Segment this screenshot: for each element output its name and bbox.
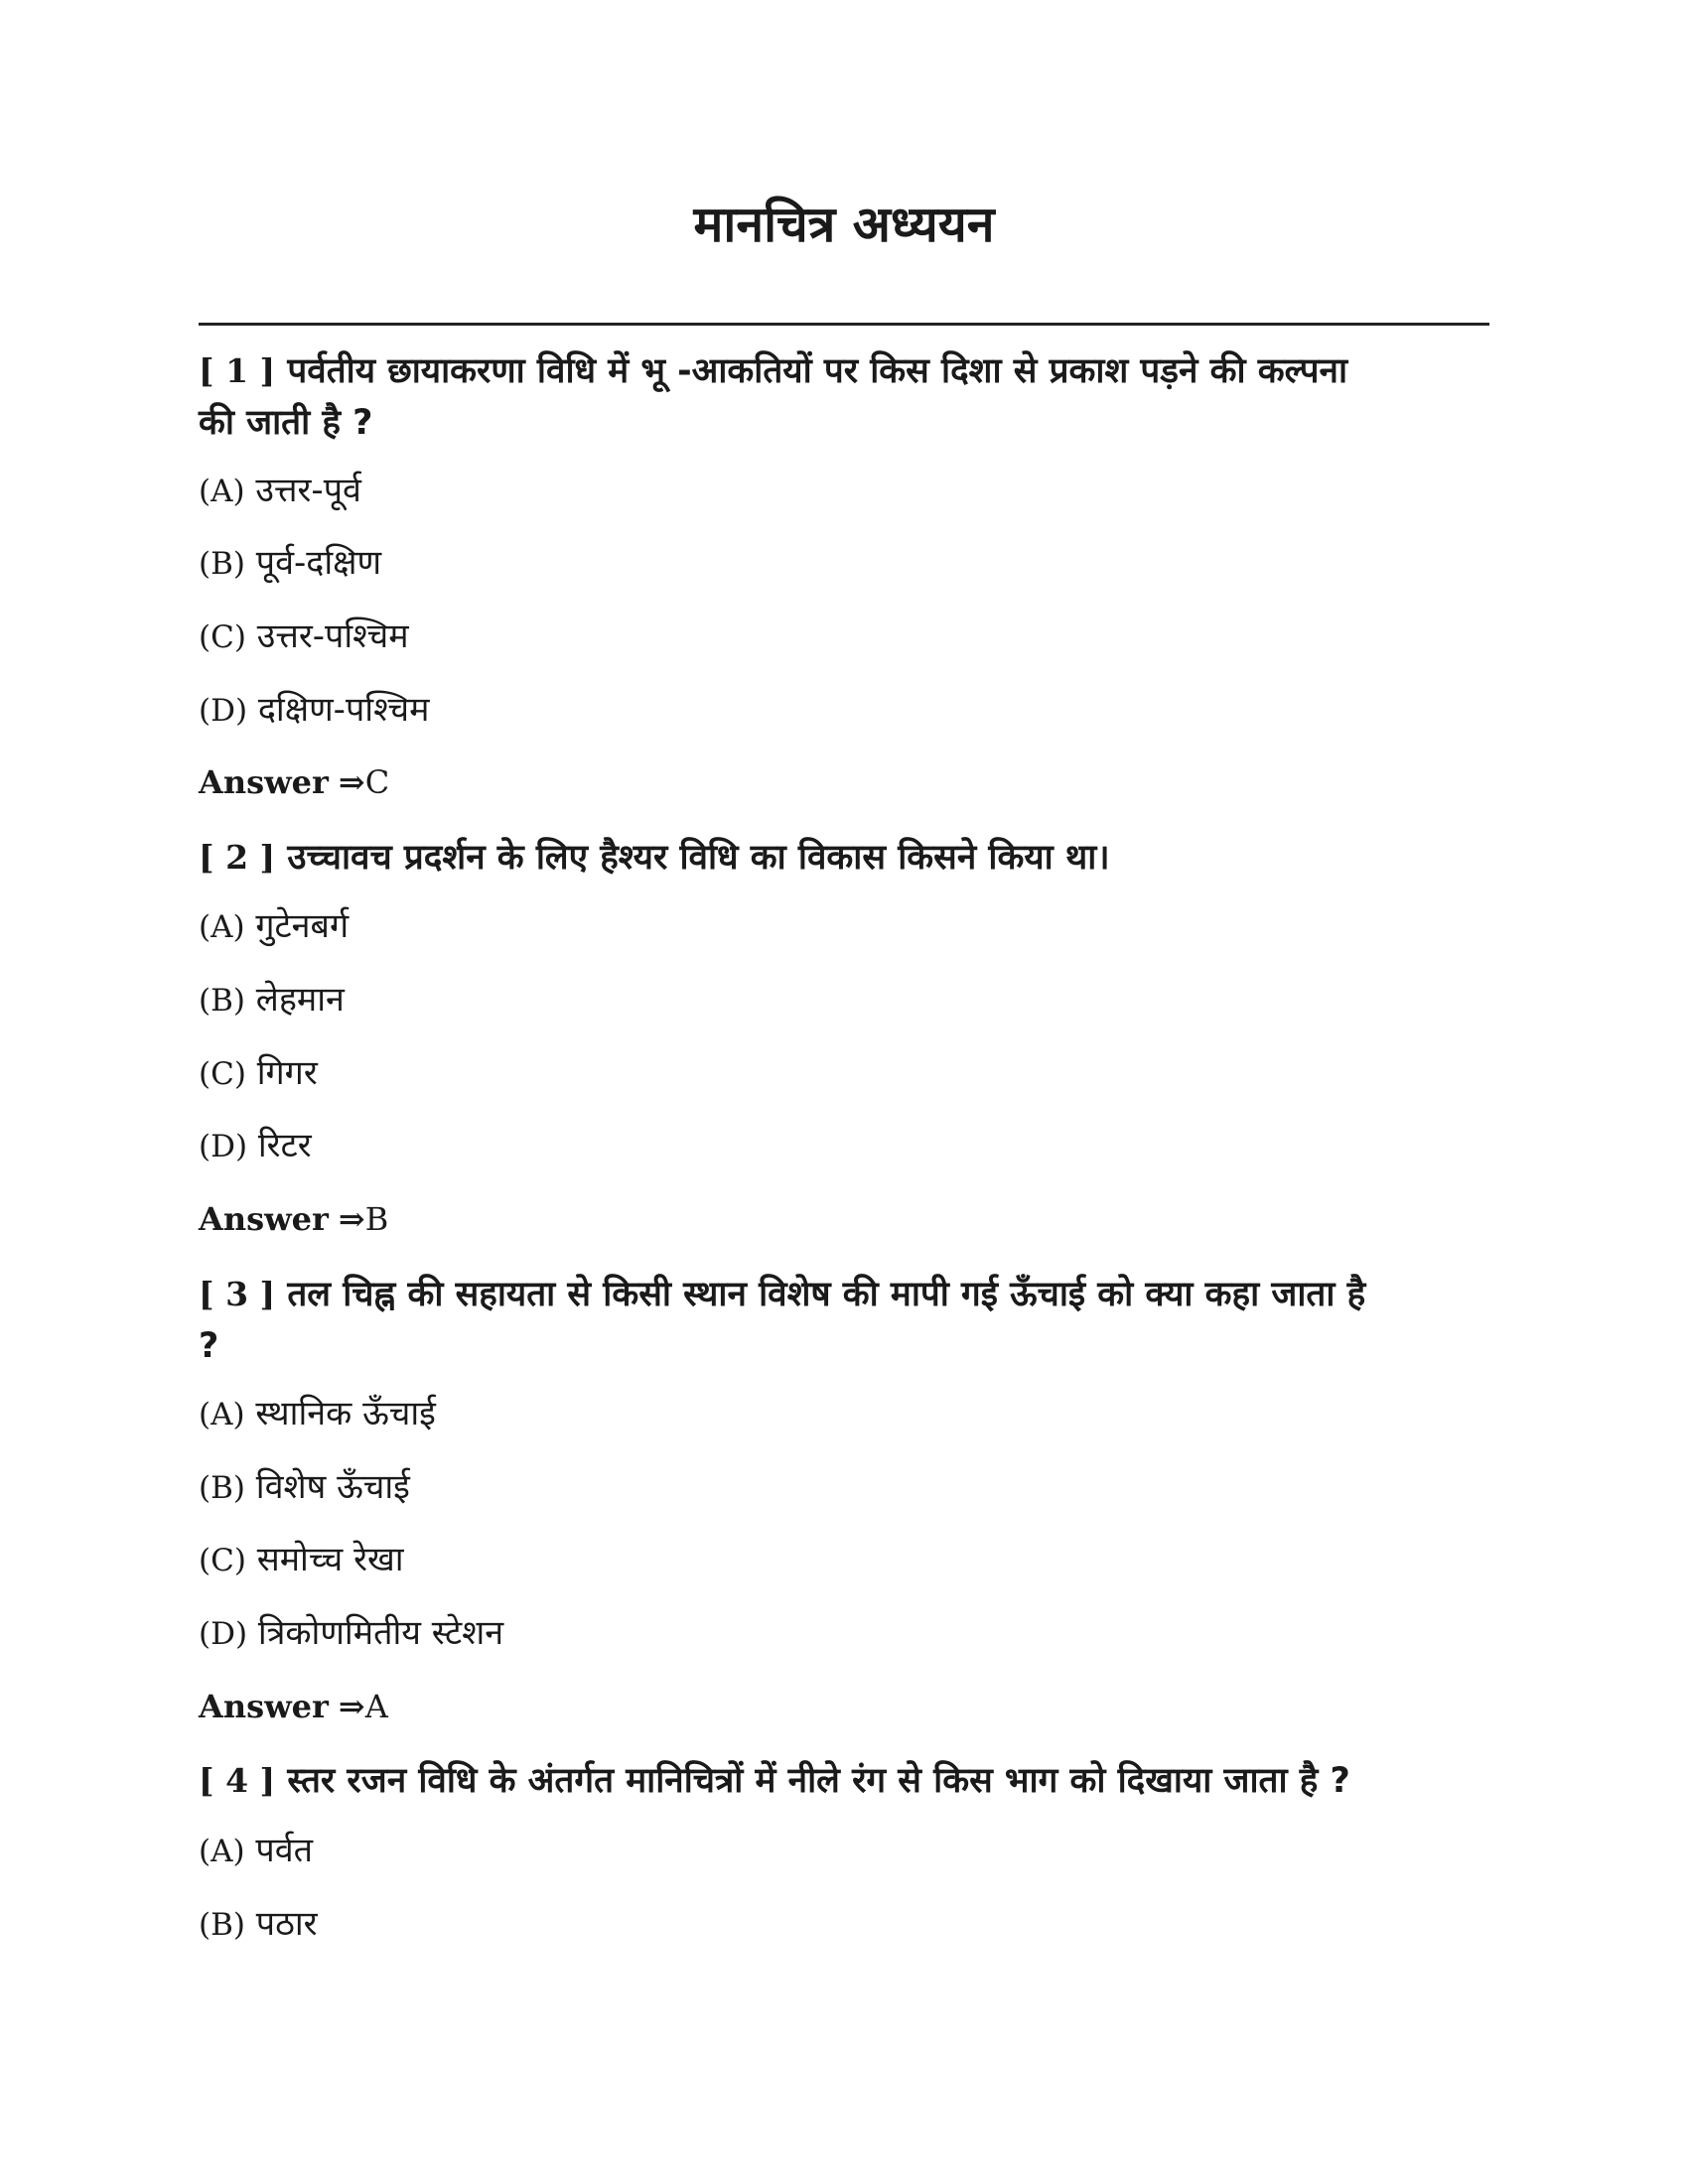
- option-a: [199, 1827, 313, 1875]
- question-3: [199, 1269, 1489, 1372]
- answer-value: C: [364, 763, 390, 801]
- option-text: रिटर: [257, 1126, 312, 1165]
- option-text: पर्वत: [255, 1831, 313, 1870]
- answer-arrow-icon: ⇒: [338, 763, 365, 801]
- option-text: लेहमान: [255, 980, 345, 1020]
- option-text: त्रिकोणमितीय स्टेशन: [257, 1613, 504, 1653]
- option-text: पूर्व-दक्षिण: [255, 543, 382, 583]
- option-text: विशेष ऊँचाई: [255, 1467, 410, 1507]
- option-label: (A): [199, 1834, 245, 1869]
- option-text: पठार: [255, 1904, 318, 1944]
- option-c: [199, 1049, 318, 1098]
- question-number: [ 3 ]: [199, 1275, 276, 1313]
- option-d: [199, 1609, 503, 1658]
- question-text-line2: की जाती है ?: [199, 403, 373, 443]
- answer-label: Answer: [199, 763, 329, 801]
- question-text-line1: तल चिह्न की सहायता से किसी स्थान विशेष की मापी गई ऊँचाई को क्या कहा जाता है: [287, 1275, 1366, 1314]
- option-text: गुटेनबर्ग: [255, 906, 350, 946]
- option-label: (C): [199, 1543, 246, 1578]
- question-text-line1: पर्वतीय छायाकरणा विधि में भू -आकतियों पर किस दिशा से प्रकाश पड़ने की कल्पना: [287, 351, 1348, 391]
- answer-arrow-icon: ⇒: [338, 1688, 365, 1725]
- option-b: [199, 1463, 410, 1512]
- answer-label: Answer: [199, 1688, 329, 1725]
- option-text: गिगर: [256, 1053, 318, 1093]
- option-b: [199, 1900, 318, 1949]
- option-label: (B): [199, 1470, 245, 1506]
- option-d: [199, 686, 429, 735]
- question-2: [199, 832, 1489, 884]
- question-number: [ 4 ]: [199, 1761, 276, 1800]
- question-text-line1: उच्चावच प्रदर्शन के लिए हैश्यर विधि का विकास किसने किया था।: [287, 838, 1110, 878]
- option-text: समोच्च रेखा: [256, 1540, 404, 1579]
- question-text-line2: ?: [199, 1326, 219, 1366]
- answer-line: [199, 1195, 388, 1243]
- answer-value: A: [364, 1688, 388, 1725]
- page-title: मानचित्र अध्ययन: [693, 196, 995, 253]
- question-number: [ 1 ]: [199, 351, 276, 390]
- answer-arrow-icon: ⇒: [338, 1200, 365, 1238]
- option-label: (D): [199, 1616, 248, 1652]
- option-a: [199, 467, 361, 515]
- title-divider: [199, 323, 1489, 326]
- option-label: (A): [199, 474, 245, 509]
- question-number: [ 2 ]: [199, 838, 276, 877]
- option-label: (B): [199, 546, 245, 582]
- option-a: [199, 1390, 436, 1438]
- option-label: (D): [199, 693, 248, 729]
- option-label: (B): [199, 1907, 245, 1943]
- answer-line: [199, 758, 389, 806]
- option-b: [199, 976, 345, 1024]
- question-text-line1: स्तर रजन विधि के अंतर्गत मानिचित्रों में नीले रंग से किस भाग को दिखाया जाता है ?: [287, 1761, 1350, 1801]
- option-label: (C): [199, 619, 246, 655]
- option-label: (C): [199, 1056, 246, 1092]
- option-c: [199, 1536, 404, 1584]
- option-text: उत्तर-पश्चिम: [256, 616, 409, 656]
- option-text: उत्तर-पूर्व: [255, 471, 361, 510]
- question-1: [199, 345, 1489, 449]
- option-b: [199, 539, 381, 588]
- option-label: (B): [199, 983, 245, 1019]
- answer-value: B: [364, 1200, 389, 1238]
- question-4: [199, 1755, 1489, 1807]
- answer-label: Answer: [199, 1200, 329, 1238]
- option-text: स्थानिक ऊँचाई: [255, 1394, 436, 1433]
- option-label: (A): [199, 909, 245, 945]
- option-c: [199, 613, 409, 661]
- option-d: [199, 1122, 312, 1170]
- option-text: दक्षिण-पश्चिम: [257, 690, 430, 730]
- option-a: [199, 902, 349, 951]
- answer-line: [199, 1683, 388, 1730]
- option-label: (D): [199, 1129, 248, 1164]
- option-label: (A): [199, 1397, 245, 1433]
